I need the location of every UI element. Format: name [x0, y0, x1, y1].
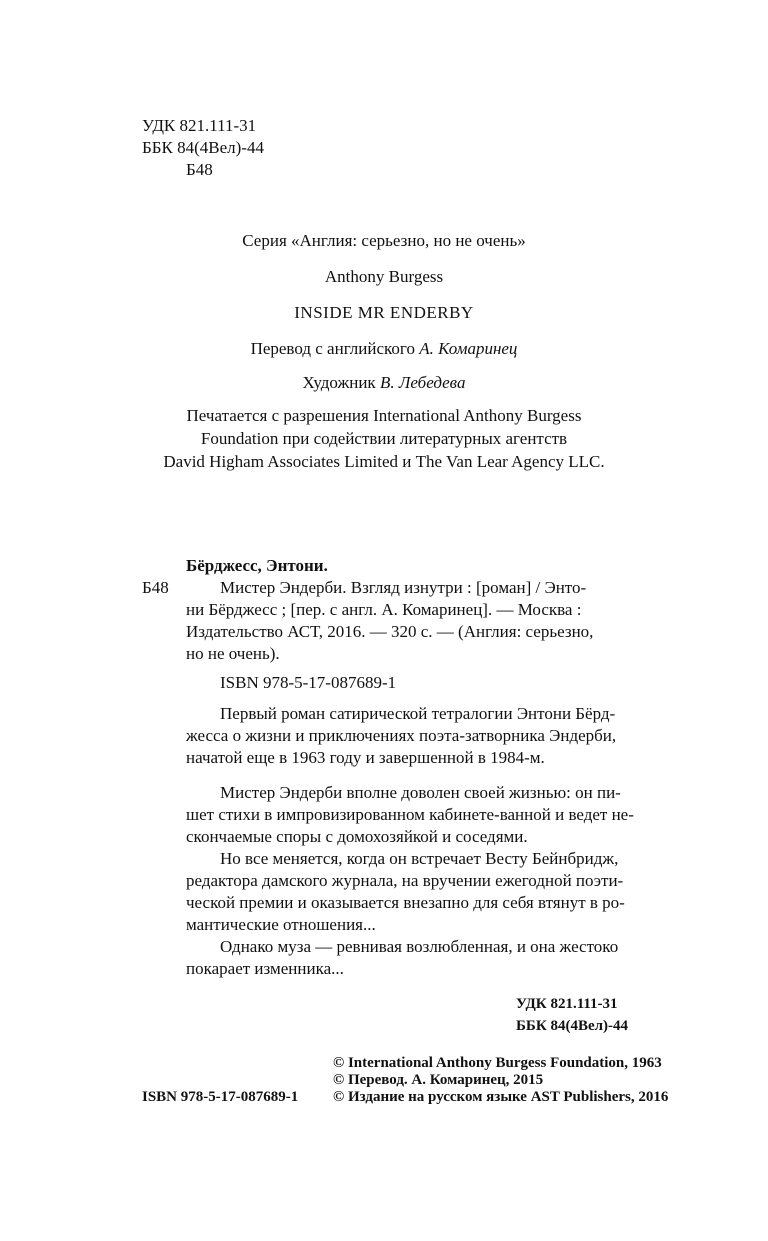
annotation-line: Первый роман сатирической тетралогии Энтони Бёрд-: [220, 704, 616, 723]
translation-prefix: Перевод с английского: [250, 339, 415, 358]
copyright-isbn: ISBN 978-5-17-087689-1: [142, 1089, 299, 1105]
author-mark: Б48: [186, 160, 213, 179]
annotation-line: Однако муза — ревнивая возлюбленная, и она жестоко: [220, 937, 619, 956]
catalog-description-line: ни Бёрджесс ; [пер. с англ. А. Комаринец]. — Москва :: [186, 600, 582, 619]
artist-name: В. Лебедева: [379, 373, 466, 392]
author-name-en: Anthony Burgess: [324, 267, 444, 286]
artist-credit: [0, 372, 768, 394]
annotation-line: мантические отношения...: [186, 915, 376, 934]
title-en: INSIDE MR ENDERBY: [294, 303, 474, 322]
catalog-description-line: Издательство АСТ, 2016. — 320 с. — (Англия: серьезно,: [186, 622, 594, 641]
annotation-line: Мистер Эндерби вполне доволен своей жизнью: он пи-: [220, 783, 621, 802]
permission-line: Foundation при содействии литературных агентств: [200, 429, 568, 448]
catalog-isbn: ISBN 978-5-17-087689-1: [220, 673, 397, 692]
annotation-line: редактора дамского журнала, на вручении ежегодной поэти-: [186, 871, 624, 890]
bottom-bbk-code: ББК 84(4Вел)-44: [516, 1018, 629, 1034]
copyright-line: © Издание на русском языке AST Publishers, 2016: [333, 1089, 669, 1105]
permission-line: David Higham Associates Limited и The Van Lear Agency LLC.: [163, 452, 605, 471]
permission-line: Печатается с разрешения International Anthony Burgess: [186, 406, 582, 425]
bbk-code: ББК 84(4Вел)-44: [142, 138, 264, 157]
annotation-line: покарает изменника...: [186, 959, 344, 978]
annotation-line: ческой премии и оказывается внезапно для себя втянут в ро-: [186, 893, 625, 912]
copyright-line: © Перевод. А. Комаринец, 2015: [333, 1072, 544, 1088]
copyright-line: © International Anthony Burgess Foundation, 1963: [333, 1055, 662, 1071]
annotation-line: скончаемые споры с домохозяйкой и соседями.: [186, 827, 528, 846]
annotation-line: Но все меняется, когда он встречает Весту Бейнбридж,: [220, 849, 619, 868]
annotation-line: жесса о жизни и приключениях поэта-затворника Эндерби,: [186, 726, 617, 745]
catalog-description-line: но не очень).: [186, 644, 280, 663]
translation-credit: [0, 338, 768, 360]
catalog-description-first: Мистер Эндерби. Взгляд изнутри : [роман] / Энто-: [220, 578, 587, 597]
translator-name: А. Комаринец: [419, 339, 518, 358]
series-line: Серия «Англия: серьезно, но не очень»: [242, 231, 526, 250]
annotation-line: начатой еще в 1963 году и завершенной в 1984-м.: [186, 748, 545, 767]
annotation-line: шет стихи в импровизированном кабинете-ванной и ведет не-: [186, 805, 634, 824]
catalog-mark: Б48: [142, 578, 169, 597]
udk-code: УДК 821.111-31: [142, 116, 257, 135]
artist-prefix: Художник: [302, 373, 376, 392]
catalog-author-heading: Бёрджесс, Энтони.: [186, 556, 328, 575]
bottom-udk-code: УДК 821.111-31: [516, 996, 618, 1012]
